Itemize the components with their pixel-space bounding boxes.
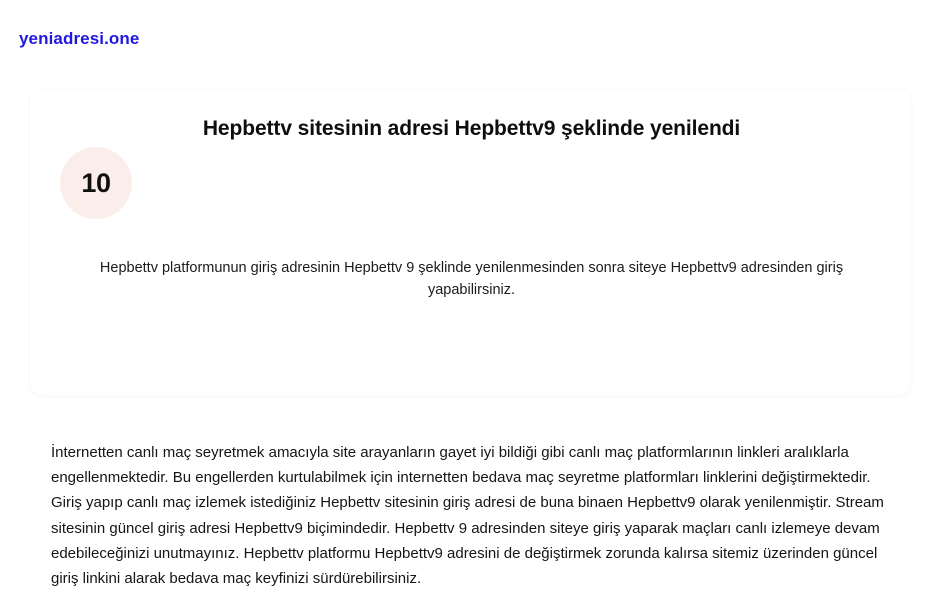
count-badge bbox=[60, 147, 132, 219]
count-badge-value: 10 bbox=[81, 167, 111, 198]
article-body-text: İnternetten canlı maç seyretmek amacıyla site arayanların gayet iyi bildiği gibi canlı maç platformlarının linkleri aralıklarla engellenmektedir. Bu engellerden kurtulabilmek için internetten bedava maç seyretme platformları linklerini değiştirmektedir. Giriş yapıp canlı maç izlemek istediğiniz Hepbettv sitesinin giriş adresi de buna binaen Hepbettv9 olarak yenilenmiştir. Stream sitesinin güncel giriş adresi Hepbettv9 biçimindedir. Hepbettv 9 adresinden siteye giriş yaparak maçları canlı izlemeye devam edebileceğinizi unutmayınız. Hepbettv platformu Hepbettv9 adresini de değiştirmek zorunda kalırsa sitemiz üzerinden güncel giriş linkini alarak bedava maç keyfinizi sürdürebilirsiniz. bbox=[51, 444, 884, 588]
brand-logo-link[interactable]: yeniadresi.one bbox=[19, 28, 140, 48]
site-header bbox=[0, 0, 943, 76]
page-title: Hepbettv sitesinin adresi Hepbettv9 şeklinde yenilendi bbox=[202, 117, 741, 140]
article-hero-card bbox=[29, 88, 912, 396]
hero-subtitle: Hepbettv platformunun giriş adresinin Hepbettv 9 şeklinde yenilenmesinden sonra siteye Hepbettv9 adresinden giriş yapabilirsiniz. bbox=[99, 260, 844, 299]
